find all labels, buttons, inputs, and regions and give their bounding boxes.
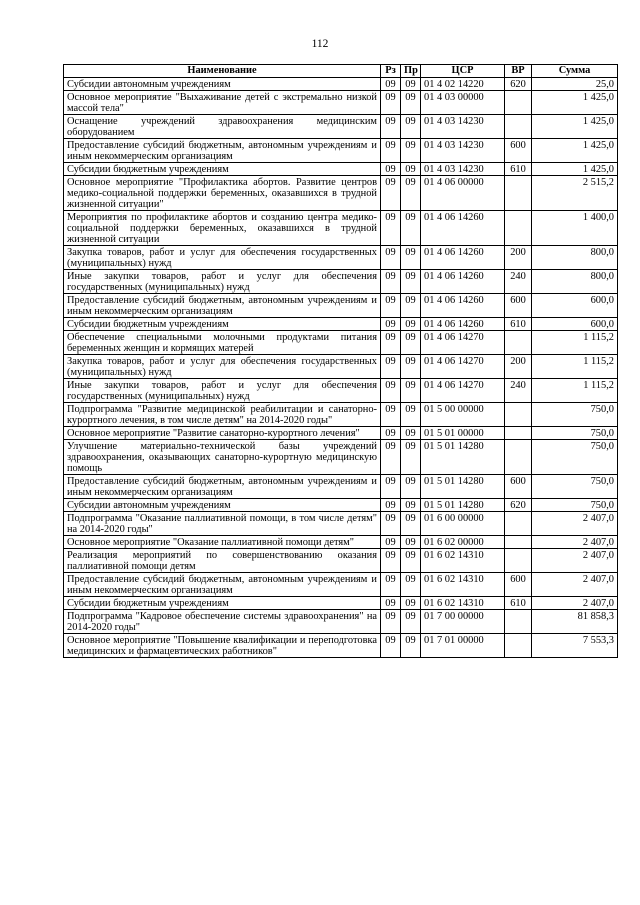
- cell-vr: 620: [505, 499, 532, 512]
- table-row: [64, 610, 618, 634]
- cell-name: Оснащение учреждений здравоохранения медицинским оборудованием: [64, 115, 381, 139]
- cell-name: Субсидии бюджетным учреждениям: [64, 318, 381, 331]
- cell-name: Основное мероприятие "Выхаживание детей с экстремально низкой массой тела": [64, 91, 381, 115]
- cell-csr: 01 4 06 14260: [421, 294, 505, 318]
- table-row: [64, 403, 618, 427]
- cell-name: Закупка товаров, работ и услуг для обеспечения государственных (муниципальных) нужд: [64, 246, 381, 270]
- cell-pr: 09: [401, 597, 421, 610]
- cell-rz: 09: [381, 427, 401, 440]
- cell-csr: 01 4 03 14230: [421, 139, 505, 163]
- cell-vr: 240: [505, 270, 532, 294]
- cell-vr: [505, 427, 532, 440]
- cell-pr: 09: [401, 475, 421, 499]
- cell-sum: 2 407,0: [532, 549, 618, 573]
- cell-pr: 09: [401, 610, 421, 634]
- page-number: 112: [311, 38, 329, 50]
- table-row: [64, 211, 618, 246]
- cell-csr: 01 4 03 14230: [421, 115, 505, 139]
- cell-rz: 09: [381, 318, 401, 331]
- cell-sum: 1 425,0: [532, 139, 618, 163]
- cell-csr: 01 6 02 00000: [421, 536, 505, 549]
- cell-vr: [505, 211, 532, 246]
- cell-csr: 01 4 06 14260: [421, 270, 505, 294]
- cell-pr: 09: [401, 427, 421, 440]
- cell-vr: [505, 91, 532, 115]
- cell-vr: [505, 440, 532, 475]
- cell-pr: 09: [401, 115, 421, 139]
- cell-name: Основное мероприятие "Профилактика абортов. Развитие центров медико-социальной поддержки беременных, оказавшихся в трудной жизненной ситуации": [64, 176, 381, 211]
- cell-pr: 09: [401, 549, 421, 573]
- cell-rz: 09: [381, 270, 401, 294]
- table-body: [64, 78, 618, 658]
- cell-pr: 09: [401, 634, 421, 658]
- cell-name: Предоставление субсидий бюджетным, автономным учреждениям и иным некоммерческим организациям: [64, 573, 381, 597]
- cell-pr: 09: [401, 331, 421, 355]
- cell-vr: 600: [505, 294, 532, 318]
- cell-name: Закупка товаров, работ и услуг для обеспечения государственных (муниципальных) нужд: [64, 355, 381, 379]
- cell-name: Основное мероприятие "Оказание паллиативной помощи детям": [64, 536, 381, 549]
- budget-table: [63, 64, 618, 658]
- cell-sum: 800,0: [532, 270, 618, 294]
- cell-name: Предоставление субсидий бюджетным, автономным учреждениям и иным некоммерческим организациям: [64, 475, 381, 499]
- cell-rz: 09: [381, 549, 401, 573]
- cell-pr: 09: [401, 294, 421, 318]
- cell-sum: 2 407,0: [532, 512, 618, 536]
- cell-pr: 09: [401, 440, 421, 475]
- cell-rz: 09: [381, 475, 401, 499]
- table-row: [64, 176, 618, 211]
- cell-vr: [505, 331, 532, 355]
- table-row: [64, 475, 618, 499]
- cell-pr: 09: [401, 211, 421, 246]
- cell-rz: 09: [381, 246, 401, 270]
- cell-sum: 1 115,2: [532, 355, 618, 379]
- cell-name: Реализация мероприятий по совершенствованию оказания паллиативной помощи детям: [64, 549, 381, 573]
- cell-vr: 200: [505, 355, 532, 379]
- header-name: Наименование: [64, 65, 381, 78]
- table-row: [64, 597, 618, 610]
- table-row: [64, 634, 618, 658]
- cell-vr: 610: [505, 318, 532, 331]
- cell-vr: 600: [505, 475, 532, 499]
- table-row: [64, 331, 618, 355]
- table-row: [64, 499, 618, 512]
- cell-sum: 1 425,0: [532, 91, 618, 115]
- cell-sum: 750,0: [532, 475, 618, 499]
- header-sum: Сумма: [532, 65, 618, 78]
- cell-csr: 01 5 00 00000: [421, 403, 505, 427]
- cell-name: Субсидии автономным учреждениям: [64, 499, 381, 512]
- table-row: [64, 573, 618, 597]
- table-row: [64, 139, 618, 163]
- cell-name: Основное мероприятие "Развитие санаторно-курортного лечения": [64, 427, 381, 440]
- cell-name: Подпрограмма "Оказание паллиативной помощи, в том числе детям" на 2014-2020 годы": [64, 512, 381, 536]
- cell-vr: [505, 512, 532, 536]
- cell-sum: 2 407,0: [532, 536, 618, 549]
- cell-csr: 01 4 02 14220: [421, 78, 505, 91]
- cell-vr: [505, 403, 532, 427]
- cell-rz: 09: [381, 331, 401, 355]
- cell-csr: 01 5 01 00000: [421, 427, 505, 440]
- cell-vr: 240: [505, 379, 532, 403]
- table-row: [64, 270, 618, 294]
- header-vr: ВР: [505, 65, 532, 78]
- cell-sum: 1 425,0: [532, 115, 618, 139]
- cell-rz: 09: [381, 355, 401, 379]
- cell-rz: 09: [381, 512, 401, 536]
- table-row: [64, 163, 618, 176]
- table-row: [64, 246, 618, 270]
- cell-name: Подпрограмма "Развитие медицинской реабилитации и санаторно-курортного лечения, в том числе детям" на 2014-2020 годы": [64, 403, 381, 427]
- cell-pr: 09: [401, 318, 421, 331]
- cell-sum: 600,0: [532, 294, 618, 318]
- cell-csr: 01 6 00 00000: [421, 512, 505, 536]
- cell-rz: 09: [381, 91, 401, 115]
- cell-vr: 600: [505, 573, 532, 597]
- cell-pr: 09: [401, 403, 421, 427]
- table-row: [64, 318, 618, 331]
- cell-sum: 81 858,3: [532, 610, 618, 634]
- cell-csr: 01 4 03 00000: [421, 91, 505, 115]
- cell-pr: 09: [401, 91, 421, 115]
- table-row: [64, 294, 618, 318]
- table-row: [64, 536, 618, 549]
- cell-vr: 610: [505, 597, 532, 610]
- cell-vr: 600: [505, 139, 532, 163]
- cell-csr: 01 4 06 14270: [421, 331, 505, 355]
- cell-rz: 09: [381, 294, 401, 318]
- cell-rz: 09: [381, 597, 401, 610]
- cell-pr: 09: [401, 355, 421, 379]
- cell-rz: 09: [381, 139, 401, 163]
- cell-pr: 09: [401, 379, 421, 403]
- cell-csr: 01 5 01 14280: [421, 475, 505, 499]
- cell-pr: 09: [401, 78, 421, 91]
- cell-vr: [505, 536, 532, 549]
- cell-pr: 09: [401, 163, 421, 176]
- cell-sum: 800,0: [532, 246, 618, 270]
- cell-csr: 01 7 01 00000: [421, 634, 505, 658]
- table-row: [64, 115, 618, 139]
- cell-rz: 09: [381, 634, 401, 658]
- cell-pr: 09: [401, 139, 421, 163]
- cell-csr: 01 7 00 00000: [421, 610, 505, 634]
- cell-vr: [505, 115, 532, 139]
- cell-vr: 200: [505, 246, 532, 270]
- cell-pr: 09: [401, 499, 421, 512]
- cell-sum: 25,0: [532, 78, 618, 91]
- cell-sum: 1 400,0: [532, 211, 618, 246]
- cell-name: Подпрограмма "Кадровое обеспечение системы здравоохранения" на 2014-2020 годы": [64, 610, 381, 634]
- cell-rz: 09: [381, 211, 401, 246]
- table-row: [64, 355, 618, 379]
- table-row: [64, 91, 618, 115]
- cell-name: Субсидии автономным учреждениям: [64, 78, 381, 91]
- cell-pr: 09: [401, 536, 421, 549]
- table-row: [64, 427, 618, 440]
- cell-rz: 09: [381, 610, 401, 634]
- table-row: [64, 78, 618, 91]
- cell-rz: 09: [381, 78, 401, 91]
- cell-name: Обеспечение специальными молочными продуктами питания беременных женщин и кормящих матерей: [64, 331, 381, 355]
- cell-name: Субсидии бюджетным учреждениям: [64, 163, 381, 176]
- cell-pr: 09: [401, 270, 421, 294]
- cell-csr: 01 4 03 14230: [421, 163, 505, 176]
- cell-pr: 09: [401, 512, 421, 536]
- cell-csr: 01 6 02 14310: [421, 597, 505, 610]
- cell-sum: 2 515,2: [532, 176, 618, 211]
- cell-sum: 1 115,2: [532, 331, 618, 355]
- header-csr: ЦСР: [421, 65, 505, 78]
- cell-rz: 09: [381, 176, 401, 211]
- cell-rz: 09: [381, 536, 401, 549]
- table-row: [64, 440, 618, 475]
- cell-sum: 1 115,2: [532, 379, 618, 403]
- header-pr: Пр: [401, 65, 421, 78]
- cell-name: Улучшение материально-технической базы учреждений здравоохранения, оказывающих санаторно-курортную медицинскую помощь: [64, 440, 381, 475]
- cell-name: Иные закупки товаров, работ и услуг для обеспечения государственных (муниципальных) нужд: [64, 379, 381, 403]
- cell-sum: 750,0: [532, 403, 618, 427]
- cell-csr: 01 5 01 14280: [421, 440, 505, 475]
- cell-sum: 600,0: [532, 318, 618, 331]
- cell-csr: 01 4 06 14270: [421, 355, 505, 379]
- cell-sum: 750,0: [532, 440, 618, 475]
- table-row: [64, 512, 618, 536]
- table-row: [64, 549, 618, 573]
- cell-csr: 01 4 06 14260: [421, 246, 505, 270]
- cell-rz: 09: [381, 440, 401, 475]
- header-rz: Рз: [381, 65, 401, 78]
- cell-rz: 09: [381, 379, 401, 403]
- cell-rz: 09: [381, 115, 401, 139]
- cell-sum: 2 407,0: [532, 597, 618, 610]
- cell-name: Основное мероприятие "Повышение квалификации и переподготовка медицинских и фармацевтических работников": [64, 634, 381, 658]
- cell-pr: 09: [401, 573, 421, 597]
- cell-rz: 09: [381, 499, 401, 512]
- cell-rz: 09: [381, 403, 401, 427]
- cell-sum: 750,0: [532, 499, 618, 512]
- cell-vr: [505, 176, 532, 211]
- cell-name: Предоставление субсидий бюджетным, автономным учреждениям и иным некоммерческим организациям: [64, 139, 381, 163]
- cell-csr: 01 4 06 14260: [421, 318, 505, 331]
- cell-csr: 01 6 02 14310: [421, 573, 505, 597]
- cell-vr: 620: [505, 78, 532, 91]
- cell-csr: 01 5 01 14280: [421, 499, 505, 512]
- cell-csr: 01 4 06 14270: [421, 379, 505, 403]
- cell-name: Предоставление субсидий бюджетным, автономным учреждениям и иным некоммерческим организациям: [64, 294, 381, 318]
- cell-vr: [505, 610, 532, 634]
- cell-name: Мероприятия по профилактике абортов и созданию центра медико-социальной поддержки беременных, оказавшихся в трудной жизненной ситуации: [64, 211, 381, 246]
- cell-name: Субсидии бюджетным учреждениям: [64, 597, 381, 610]
- cell-vr: [505, 634, 532, 658]
- cell-csr: 01 6 02 14310: [421, 549, 505, 573]
- table-header-row: [64, 65, 618, 78]
- cell-vr: 610: [505, 163, 532, 176]
- cell-sum: 2 407,0: [532, 573, 618, 597]
- cell-pr: 09: [401, 176, 421, 211]
- cell-rz: 09: [381, 573, 401, 597]
- cell-name: Иные закупки товаров, работ и услуг для обеспечения государственных (муниципальных) нужд: [64, 270, 381, 294]
- cell-vr: [505, 549, 532, 573]
- cell-csr: 01 4 06 14260: [421, 211, 505, 246]
- cell-sum: 7 553,3: [532, 634, 618, 658]
- cell-pr: 09: [401, 246, 421, 270]
- cell-sum: 1 425,0: [532, 163, 618, 176]
- cell-sum: 750,0: [532, 427, 618, 440]
- cell-csr: 01 4 06 00000: [421, 176, 505, 211]
- table-row: [64, 379, 618, 403]
- cell-rz: 09: [381, 163, 401, 176]
